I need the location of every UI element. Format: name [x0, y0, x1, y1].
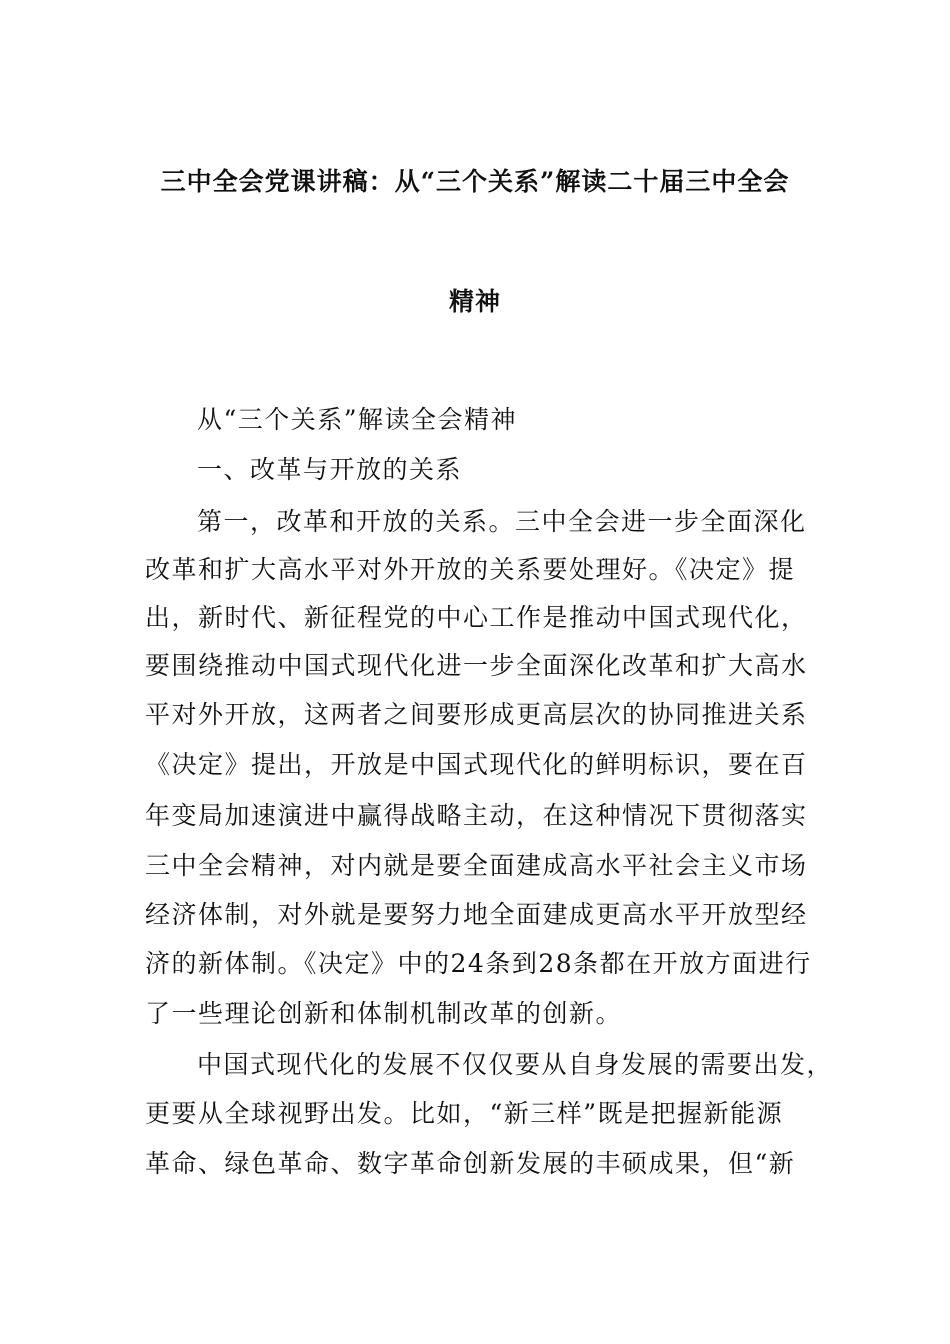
document-title-line-1: 三中全会党课讲稿：从“三个关系”解读二十届三中全会 [160, 167, 790, 196]
paragraph-line: 要围绕推动中国式现代化进一步全面深化改革和扩大高水 [145, 651, 808, 680]
subsection-heading: 一、改革与开放的关系 [197, 455, 463, 484]
paragraph-line: 革命、绿色革命、数字革命创新发展的丰硕成果，但“新 [145, 1149, 796, 1178]
paragraph-line: 济的新体制。《决定》中的24条到28条都在开放方面进行 [145, 949, 812, 978]
paragraph-line: 出，新时代、新征程党的中心工作是推动中国式现代化， [145, 603, 808, 632]
paragraph-line: 了一些理论创新和体制机制改革的创新。 [145, 999, 623, 1028]
paragraph-line: 经济体制，对外就是要努力地全面建成更高水平开放型经 [145, 900, 808, 929]
section-heading: 从“三个关系”解读全会精神 [197, 405, 518, 434]
paragraph-line: 更要从全球视野出发。比如，“新三样”既是把握新能源 [145, 1099, 784, 1128]
paragraph-line: 中国式现代化的发展不仅仅要从自身发展的需要出发， [197, 1050, 834, 1079]
paragraph-line: 第一，改革和开放的关系。三中全会进一步全面深化 [197, 507, 807, 536]
paragraph-line: 改革和扩大高水平对外开放的关系要处理好。《决定》提 [145, 555, 796, 584]
paragraph-line: 三中全会精神，对内就是要全面建成高水平社会主义市场 [145, 851, 808, 880]
paragraph-line: 平对外开放，这两者之间要形成更高层次的协同推进关系 [145, 700, 808, 729]
paragraph-line: 年变局加速演进中赢得战略主动，在这种情况下贯彻落实 [145, 801, 808, 830]
document-title-line-2: 精神 [448, 287, 501, 316]
paragraph-line: 《决定》提出，开放是中国式现代化的鲜明标识，要在百 [145, 750, 808, 779]
